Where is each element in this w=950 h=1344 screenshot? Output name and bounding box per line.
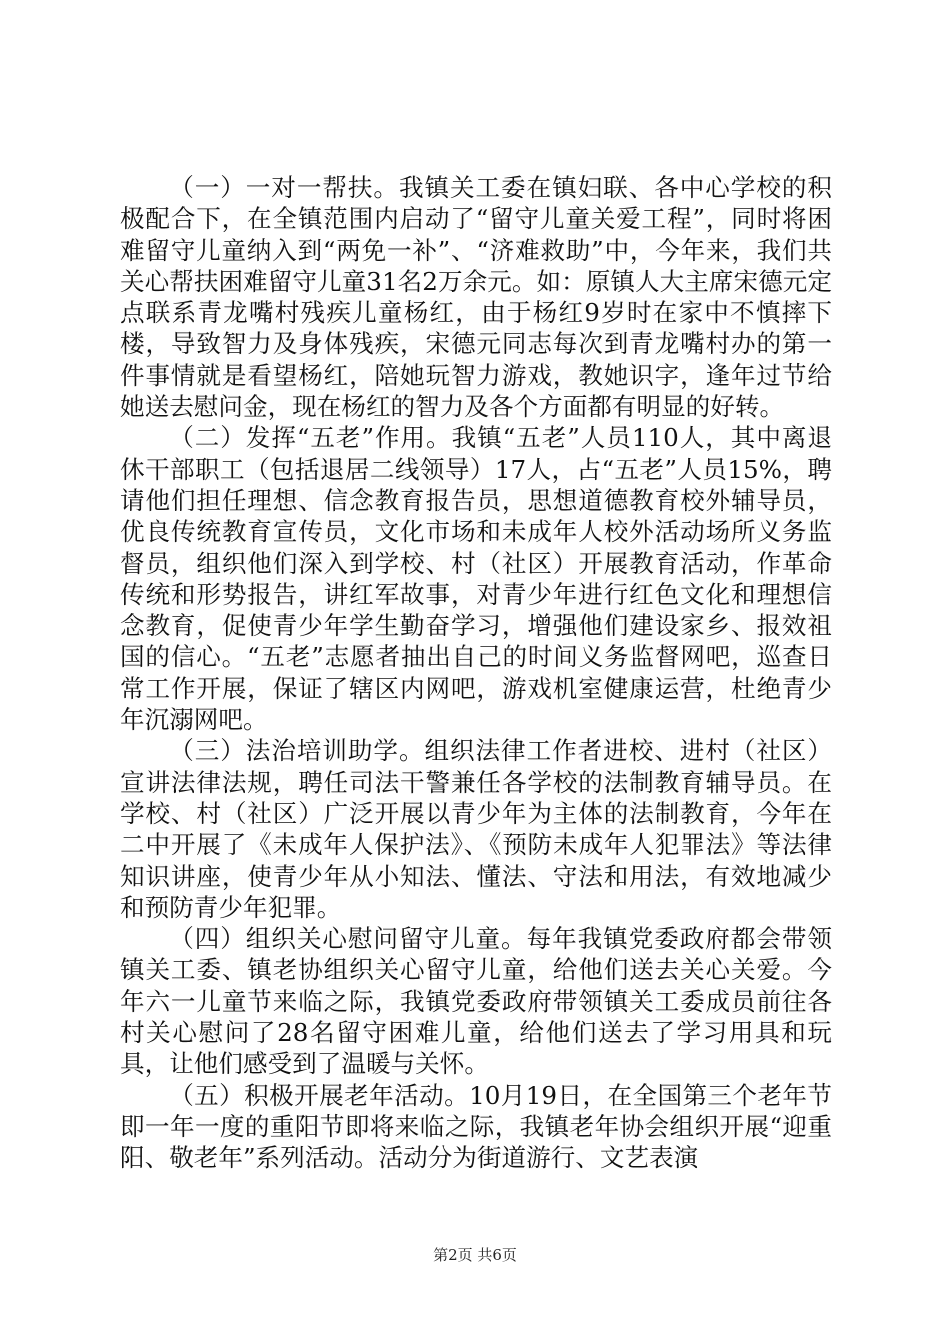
paragraph-left-behind-children: （四）组织关心慰问留守儿童。每年我镇党委政府都会带领镇关工委、镇老协组织关心留守儿童，给他们送去关心关爱。今年六一儿童节来临之际，我镇党委政府带领镇关工委成员前往各村关心慰问了28名留守困难儿童，给他们送去了学习用具和玩具，让他们感受到了温暖与关怀。 — [120, 924, 832, 1079]
paragraph-one-on-one-support: （一）一对一帮扶。我镇关工委在镇妇联、各中心学校的积极配合下，在全镇范围内启动了“留守儿童关爱工程”，同时将困难留守儿童纳入到“两免一补”、“济难救助”中，今年来，我们共关心帮扶困难留守儿童31名2万余元。如：原镇人大主席宋德元定点联系青龙嘴村残疾儿童杨红，由于杨红9岁时在家中不慎摔下楼，导致智力及身体残疾，宋德元同志每次到青龙嘴村办的第一件事情就是看望杨红，陪她玩智力游戏，教她识字，逢年过节给她送去慰问金，现在杨红的智力及各个方面都有明显的好转。 — [120, 173, 832, 422]
document-body — [120, 172, 832, 1174]
page-footer: 第2页 共6页 — [433, 1246, 517, 1264]
paragraph-five-elders: （二）发挥“五老”作用。我镇“五老”人员110人，其中离退休干部职工（包括退居二线领导）17人，占“五老”人员15%，聘请他们担任理想、信念教育报告员，思想道德教育校外辅导员，优良传统教育宣传员，文化市场和未成年人校外活动场所义务监督员，组织他们深入到学校、村（社区）开展教育活动，作革命传统和形势报告，讲红军故事，对青少年进行红色文化和理想信念教育，促使青少年学生勤奋学习，增强他们建设家乡、报效祖国的信心。“五老”志愿者抽出自己的时间义务监督网吧，巡查日常工作开展，保证了辖区内网吧，游戏机室健康运营，杜绝青少年沉溺网吧。 — [120, 423, 832, 735]
paragraph-elderly-activities: （五）积极开展老年活动。10月19日，在全国第三个老年节即一年一度的重阳节即将来临之际，我镇老年协会组织开展“迎重阳、敬老年”系列活动。活动分为街道游行、文艺表演 — [120, 1080, 832, 1173]
paragraph-legal-training: （三）法治培训助学。组织法律工作者进校、进村（社区）宣讲法律法规，聘任司法干警兼任各学校的法制教育辅导员。在学校、村（社区）广泛开展以青少年为主体的法制教育，今年在二中开展了《未成年人保护法》、《预防未成年人犯罪法》等法律知识讲座，使青少年从小知法、懂法、守法和用法，有效地减少和预防青少年犯罪。 — [120, 736, 832, 922]
